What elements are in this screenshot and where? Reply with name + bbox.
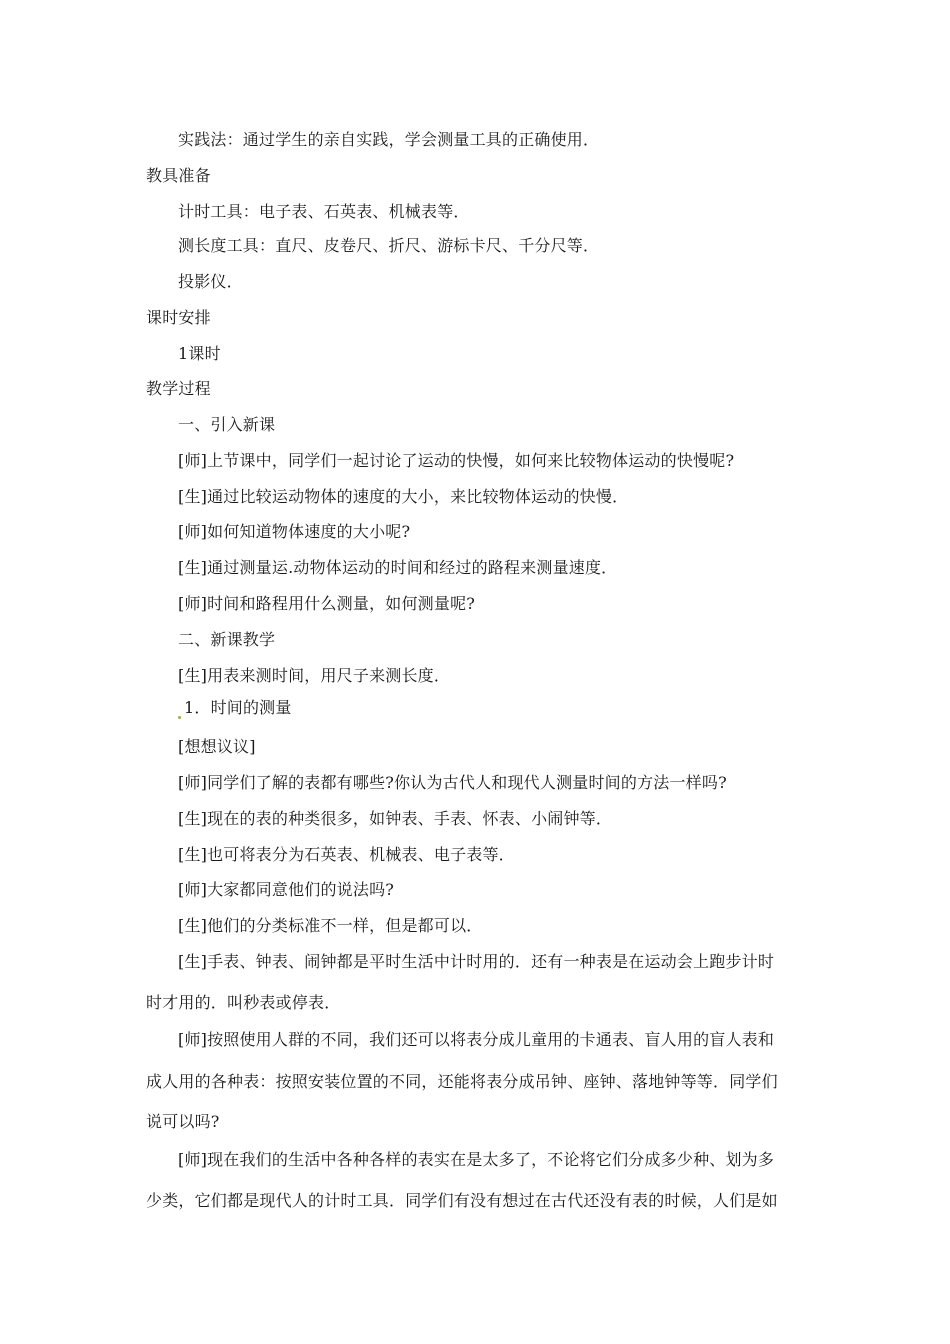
heading-teaching-process: 教学过程 xyxy=(146,379,211,398)
dialogue-line: [生]现在的表的种类很多，如钟表、手表、怀表、小闹钟等． xyxy=(178,809,613,828)
heading-schedule: 课时安排 xyxy=(146,308,211,327)
dialogue-line: [生]通过测量运.动物体运动的时间和经过的路程来测量速度． xyxy=(178,558,618,577)
dialogue-line: [师]如何知道物体速度的大小呢? xyxy=(178,522,411,541)
paragraph-one-period: 1课时 xyxy=(178,344,221,363)
dialogue-line: [生]手表、钟表、闹钟都是平时生活中计时用的．还有一种表是在运动会上跑步计时 xyxy=(178,952,775,971)
subsection-time-measurement xyxy=(178,698,292,719)
think-discuss-label: [想想议议] xyxy=(178,737,256,756)
paragraph-projector: 投影仪． xyxy=(178,272,243,291)
heading-teaching-aids: 教具准备 xyxy=(146,166,211,185)
dialogue-line-continued: 少类，它们都是现代人的计时工具．同学们有没有想过在古代还没有表的时候，人们是如 xyxy=(146,1191,778,1210)
dialogue-line: [生]通过比较运动物体的速度的大小，来比较物体运动的快慢． xyxy=(178,487,629,506)
dialogue-line: [师]上节课中，同学们一起讨论了运动的快慢，如何来比较物体运动的快慢呢? xyxy=(178,451,735,470)
dialogue-line: [师]时间和路程用什么测量，如何测量呢? xyxy=(178,594,476,613)
dialogue-line: [生]用表来测时间，用尺子来测长度． xyxy=(178,666,451,685)
dialogue-line-continued: 成人用的各种表：按照安装位置的不同，还能将表分成吊钟、座钟、落地钟等等．同学们 xyxy=(146,1072,778,1091)
dialogue-line: [生]也可将表分为石英表、机械表、电子表等． xyxy=(178,845,515,864)
dialogue-line: [师]同学们了解的表都有哪些?你认为古代人和现代人测量时间的方法一样吗? xyxy=(178,773,727,792)
mark-dot xyxy=(178,716,181,719)
dialogue-line-continued: 时才用的．叫秒表或停表． xyxy=(146,993,341,1012)
paragraph-timing-tools: 计时工具：电子表、石英表、机械表等． xyxy=(178,202,470,221)
section-introduction: 一、引入新课 xyxy=(178,415,276,434)
subsection-title: 1．时间的测量 xyxy=(184,698,292,717)
section-new-lesson: 二、新课教学 xyxy=(178,630,276,649)
dialogue-line: [生]他们的分类标准不一样，但是都可以． xyxy=(178,916,483,935)
paragraph-practice-method: 实践法：通过学生的亲自实践，学会测量工具的正确使用． xyxy=(178,130,600,149)
dialogue-line: [师]大家都同意他们的说法吗? xyxy=(178,880,395,899)
dialogue-line-continued: 说可以吗? xyxy=(146,1112,220,1131)
dialogue-line: [师]现在我们的生活中各种各样的表实在是太多了，不论将它们分成多少种、划为多 xyxy=(178,1150,775,1169)
dialogue-line: [师]按照使用人群的不同，我们还可以将表分成儿童用的卡通表、盲人用的盲人表和 xyxy=(178,1030,775,1049)
paragraph-length-tools: 测长度工具：直尺、皮卷尺、折尺、游标卡尺、千分尺等． xyxy=(178,236,600,255)
